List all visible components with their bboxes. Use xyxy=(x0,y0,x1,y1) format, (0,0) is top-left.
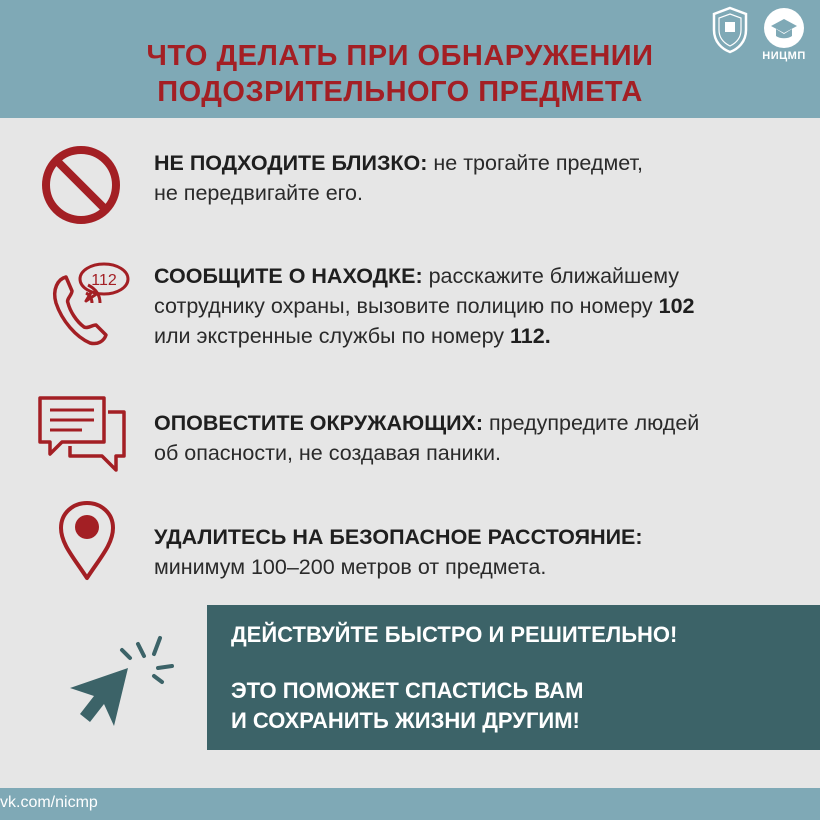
phone-112-icon xyxy=(44,259,134,349)
instruction-item xyxy=(0,255,820,355)
no-entry-icon xyxy=(36,140,126,230)
map-pin-icon xyxy=(56,500,118,582)
instruction-text: НЕ ПОДХОДИТЕ БЛИЗКО: не трогайте предмет, не передвигайте его. xyxy=(154,151,643,205)
instruction-heading: НЕ ПОДХОДИТЕ БЛИЗКО: xyxy=(154,151,428,175)
title-line-1: ЧТО ДЕЛАТЬ ПРИ ОБНАРУЖЕНИИ xyxy=(146,40,654,72)
phone-112-label: 112 xyxy=(91,272,117,289)
cta-line-3: И СОХРАНИТЬ ЖИЗНИ ДРУГИМ! xyxy=(231,708,580,733)
call-to-action-box xyxy=(207,605,820,750)
logos xyxy=(710,6,810,66)
emblem-logo-icon xyxy=(710,6,750,54)
chat-bubbles-icon xyxy=(36,392,128,476)
footer-bar xyxy=(0,788,820,820)
cta-line-2: ЭТО ПОМОЖЕТ СПАСТИСЬ ВАМ xyxy=(231,678,584,703)
graduation-cap-logo-icon xyxy=(762,6,806,50)
instruction-text: УДАЛИТЕСЬ НА БЕЗОПАСНОЕ РАССТОЯНИЕ: минимум 100–200 метров от предмета. xyxy=(154,525,643,579)
instruction-heading: ОПОВЕСТИТЕ ОКРУЖАЮЩИХ: xyxy=(154,411,484,435)
cursor-click-icon xyxy=(60,630,190,730)
instruction-item xyxy=(0,392,820,482)
instruction-text: ОПОВЕСТИТЕ ОКРУЖАЮЩИХ: предупредите людей об опасности, не создавая паники. xyxy=(154,411,700,465)
logo-caption: НИЦМП xyxy=(762,50,806,62)
instruction-item xyxy=(0,138,820,228)
page-title xyxy=(0,38,800,110)
title-line-2: ПОДОЗРИТЕЛЬНОГО ПРЕДМЕТА xyxy=(157,76,643,108)
instruction-text: СООБЩИТЕ О НАХОДКЕ: расскажите ближайшему сотруднику охраны, вызовите полицию по номеру 102 или экстренные службы по номеру 112. xyxy=(154,264,695,348)
instruction-heading: УДАЛИТЕСЬ НА БЕЗОПАСНОЕ РАССТОЯНИЕ: xyxy=(154,525,643,549)
cta-line-1: ДЕЙСТВУЙТЕ БЫСТРО И РЕШИТЕЛЬНО! xyxy=(231,622,678,647)
instruction-heading: СООБЩИТЕ О НАХОДКЕ: xyxy=(154,264,423,288)
footer-link[interactable]: vk.com/nicmp xyxy=(0,794,98,811)
instruction-item xyxy=(0,500,820,595)
